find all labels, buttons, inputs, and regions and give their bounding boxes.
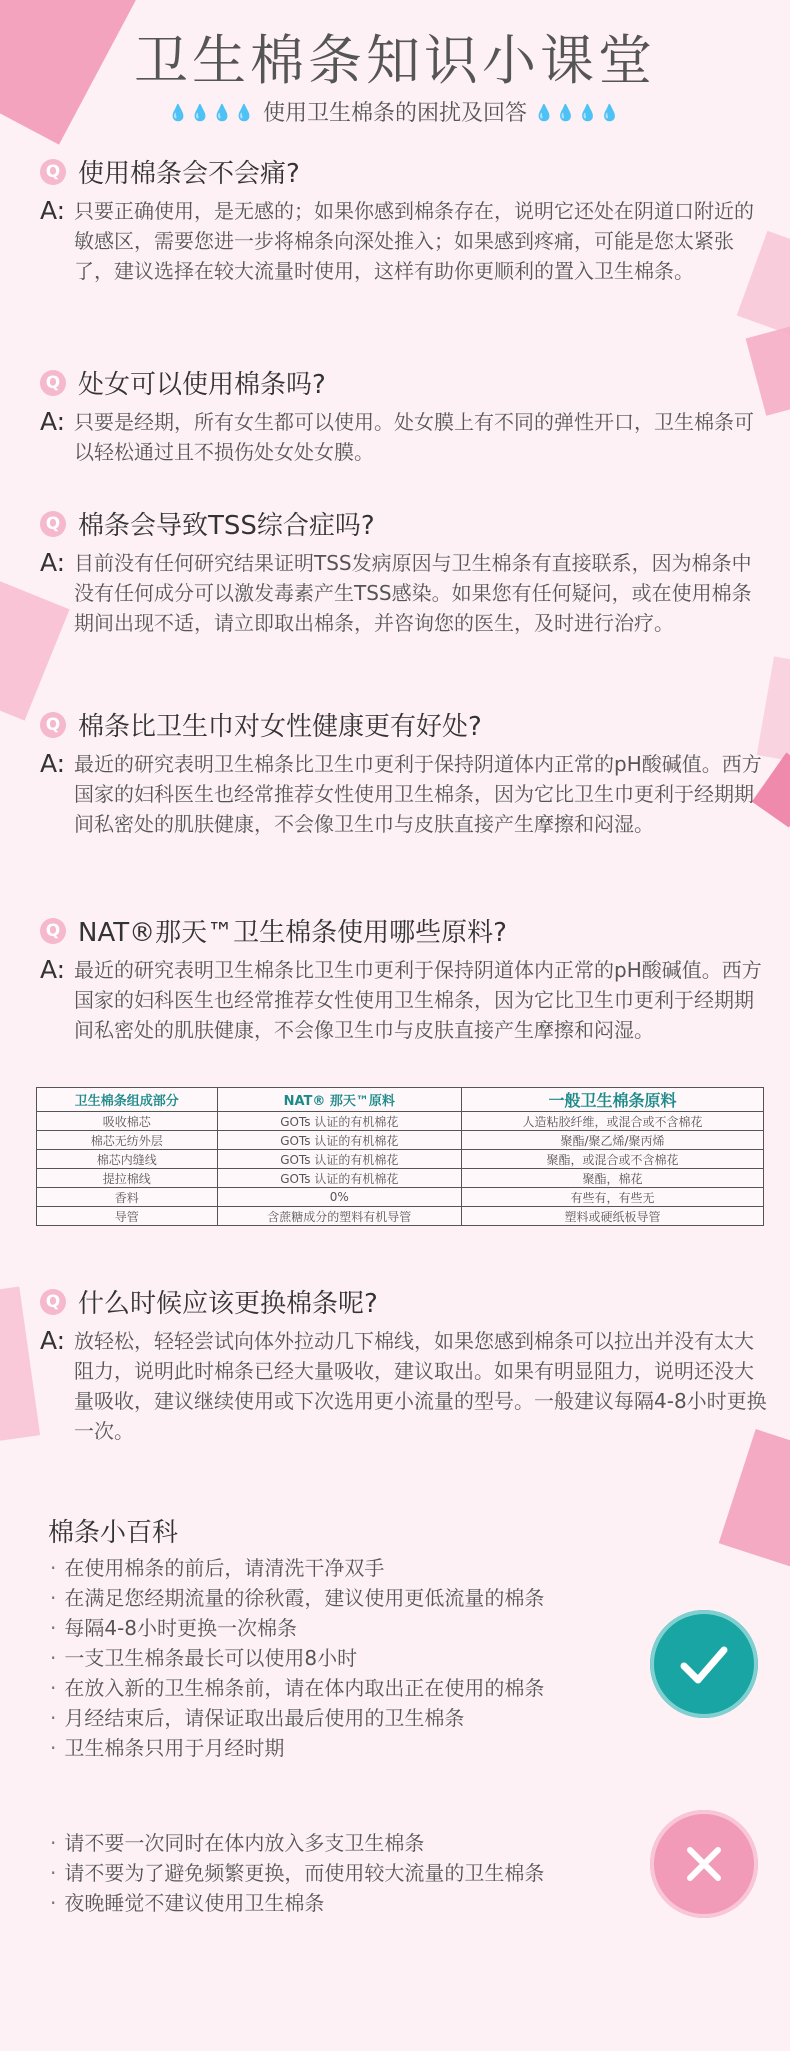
drops-icon: 💧💧💧💧: [168, 103, 256, 122]
question: [40, 1283, 770, 1320]
table-header: NAT® 那天™原料: [217, 1088, 461, 1112]
table-header: 卫生棉条组成部分: [37, 1088, 218, 1112]
table-cell: GOTs 认证的有机棉花: [217, 1150, 461, 1169]
check-icon: [650, 1610, 758, 1718]
list-item: · 在满足您经期流量的徐秋霞，建议使用更低流量的棉条: [50, 1583, 544, 1613]
table-header: 一般卫生棉条原料: [462, 1088, 764, 1112]
subtitle-text: 使用卫生棉条的困扰及回答: [262, 101, 527, 126]
table-row: [37, 1112, 764, 1131]
qa-item: [40, 153, 770, 286]
table-cell: 有些有，有些无: [462, 1188, 764, 1207]
question-text: 棉条比卫生巾对女性健康更有好处?: [78, 712, 482, 742]
qa-item: [40, 364, 770, 467]
cross-icon: [650, 1810, 758, 1918]
table-cell: 香料: [37, 1188, 218, 1207]
materials-table: [36, 1087, 764, 1226]
list-item: · 请不要一次同时在体内放入多支卫生棉条: [50, 1828, 544, 1858]
list-item: · 月经结束后，请保证取出最后使用的卫生棉条: [50, 1703, 544, 1733]
drops-icon: 💧💧💧💧: [534, 103, 622, 122]
answer-text: 放轻松，轻轻尝试向体外拉动几下棉线，如果您感到棉条可以拉出并没有太大阻力，说明此时棉条已经大量吸收，建议取出。如果有明显阻力，说明还没大量吸收，建议继续使用或下次选用更小流量的型号。一般建议每隔4-8小时更换一次。: [74, 1329, 767, 1443]
table-row: [37, 1207, 764, 1226]
table-cell: 聚酯/聚乙烯/聚丙烯: [462, 1131, 764, 1150]
question: [40, 364, 770, 401]
answer-label: A:: [40, 196, 66, 225]
table-header-row: [37, 1088, 764, 1112]
list-item: · 每隔4-8小时更换一次棉条: [50, 1613, 544, 1643]
table-cell: GOTs 认证的有机棉花: [217, 1131, 461, 1150]
answer: [40, 955, 770, 1045]
table-cell: 提拉棉线: [37, 1169, 218, 1188]
question-icon: Q: [40, 712, 66, 738]
question-text: 处女可以使用棉条吗?: [78, 370, 326, 400]
question: [40, 153, 770, 190]
list-item: · 卫生棉条只用于月经时期: [50, 1733, 544, 1763]
question-text: 棉条会导致TSS综合症吗?: [78, 511, 375, 541]
table-cell: 聚酯，棉花: [462, 1169, 764, 1188]
question-icon: Q: [40, 918, 66, 944]
page-title: 卫生棉条知识小课堂: [134, 29, 656, 92]
table-cell: 含蔗糖成分的塑料有机导管: [217, 1207, 461, 1226]
answer-text: 只要是经期，所有女生都可以使用。处女膜上有不同的弹性开口，卫生棉条可以轻松通过且不损伤处女处女膜。: [74, 410, 754, 464]
qa-item: [40, 706, 770, 839]
answer: [40, 1326, 770, 1446]
table-cell: 吸收棉芯: [37, 1112, 218, 1131]
answer: [40, 196, 770, 286]
question-text: 使用棉条会不会痛?: [78, 159, 300, 189]
table-row: [37, 1131, 764, 1150]
table-cell: 0%: [217, 1188, 461, 1207]
list-item: · 夜晚睡觉不建议使用卫生棉条: [50, 1888, 544, 1918]
question-icon: Q: [40, 370, 66, 396]
question: [40, 505, 770, 542]
answer-label: A:: [40, 548, 66, 577]
table-cell: 塑料或硬纸板导管: [462, 1207, 764, 1226]
table-cell: GOTs 认证的有机棉花: [217, 1112, 461, 1131]
list-item: · 请不要为了避免频繁更换，而使用较大流量的卫生棉条: [50, 1858, 544, 1888]
encyclopedia-title: 棉条小百科: [48, 1518, 179, 1548]
answer-text: 目前没有任何研究结果证明TSS发病原因与卫生棉条有直接联系，因为棉条中没有任何成分可以激发毒素产生TSS感染。如果您有任何疑问，或在使用棉条期间出现不适，请立即取出棉条，并咨询您的医生，及时进行治疗。: [74, 551, 752, 635]
donts-list: [50, 1828, 544, 1918]
answer-label: A:: [40, 1326, 66, 1355]
table-row: [37, 1188, 764, 1207]
qa-item: [40, 1283, 770, 1446]
answer: [40, 749, 770, 839]
answer: [40, 548, 770, 638]
list-item: · 在使用棉条的前后，请清洗干净双手: [50, 1553, 544, 1583]
table-cell: 人造粘胶纤维，或混合或不含棉花: [462, 1112, 764, 1131]
table-cell: GOTs 认证的有机棉花: [217, 1169, 461, 1188]
table-cell: 棉芯无纺外层: [37, 1131, 218, 1150]
table-row: [37, 1150, 764, 1169]
answer-label: A:: [40, 749, 66, 778]
table-cell: 导管: [37, 1207, 218, 1226]
qa-item: [40, 505, 770, 638]
list-item: · 一支卫生棉条最长可以使用8小时: [50, 1643, 544, 1673]
table-row: [37, 1169, 764, 1188]
qa-item: [40, 912, 770, 1045]
dos-list: [50, 1553, 544, 1763]
answer: [40, 407, 770, 467]
answer-text: 最近的研究表明卫生棉条比卫生巾更利于保持阴道体内正常的pH酸碱值。西方国家的妇科医生也经常推荐女性使用卫生棉条，因为它比卫生巾更利于经期期间私密处的肌肤健康，不会像卫生巾与皮肤直接产生摩擦和闷湿。: [74, 958, 762, 1042]
question-icon: Q: [40, 159, 66, 185]
page-subtitle: [0, 96, 790, 127]
list-item: · 在放入新的卫生棉条前，请在体内取出正在使用的棉条: [50, 1673, 544, 1703]
answer-text: 只要正确使用，是无感的；如果你感到棉条存在，说明它还处在阴道口附近的敏感区，需要您进一步将棉条向深处推入；如果感到疼痛，可能是您太紧张了，建议选择在较大流量时使用，这样有助你更顺利的置入卫生棉条。: [74, 199, 754, 283]
answer-label: A:: [40, 955, 66, 984]
question: [40, 706, 770, 743]
question-text: NAT®那天™卫生棉条使用哪些原料?: [78, 918, 507, 948]
answer-label: A:: [40, 407, 66, 436]
decorative-shape: [0, 1287, 40, 1444]
decorative-shape: [719, 1429, 790, 1571]
table-cell: 棉芯内缝线: [37, 1150, 218, 1169]
question-text: 什么时候应该更换棉条呢?: [78, 1289, 378, 1319]
question-icon: Q: [40, 1289, 66, 1315]
question-icon: Q: [40, 511, 66, 537]
table-cell: 聚酯，或混合或不含棉花: [462, 1150, 764, 1169]
question: [40, 912, 770, 949]
answer-text: 最近的研究表明卫生棉条比卫生巾更利于保持阴道体内正常的pH酸碱值。西方国家的妇科医生也经常推荐女性使用卫生棉条，因为它比卫生巾更利于经期期间私密处的肌肤健康，不会像卫生巾与皮肤直接产生摩擦和闷湿。: [74, 752, 762, 836]
